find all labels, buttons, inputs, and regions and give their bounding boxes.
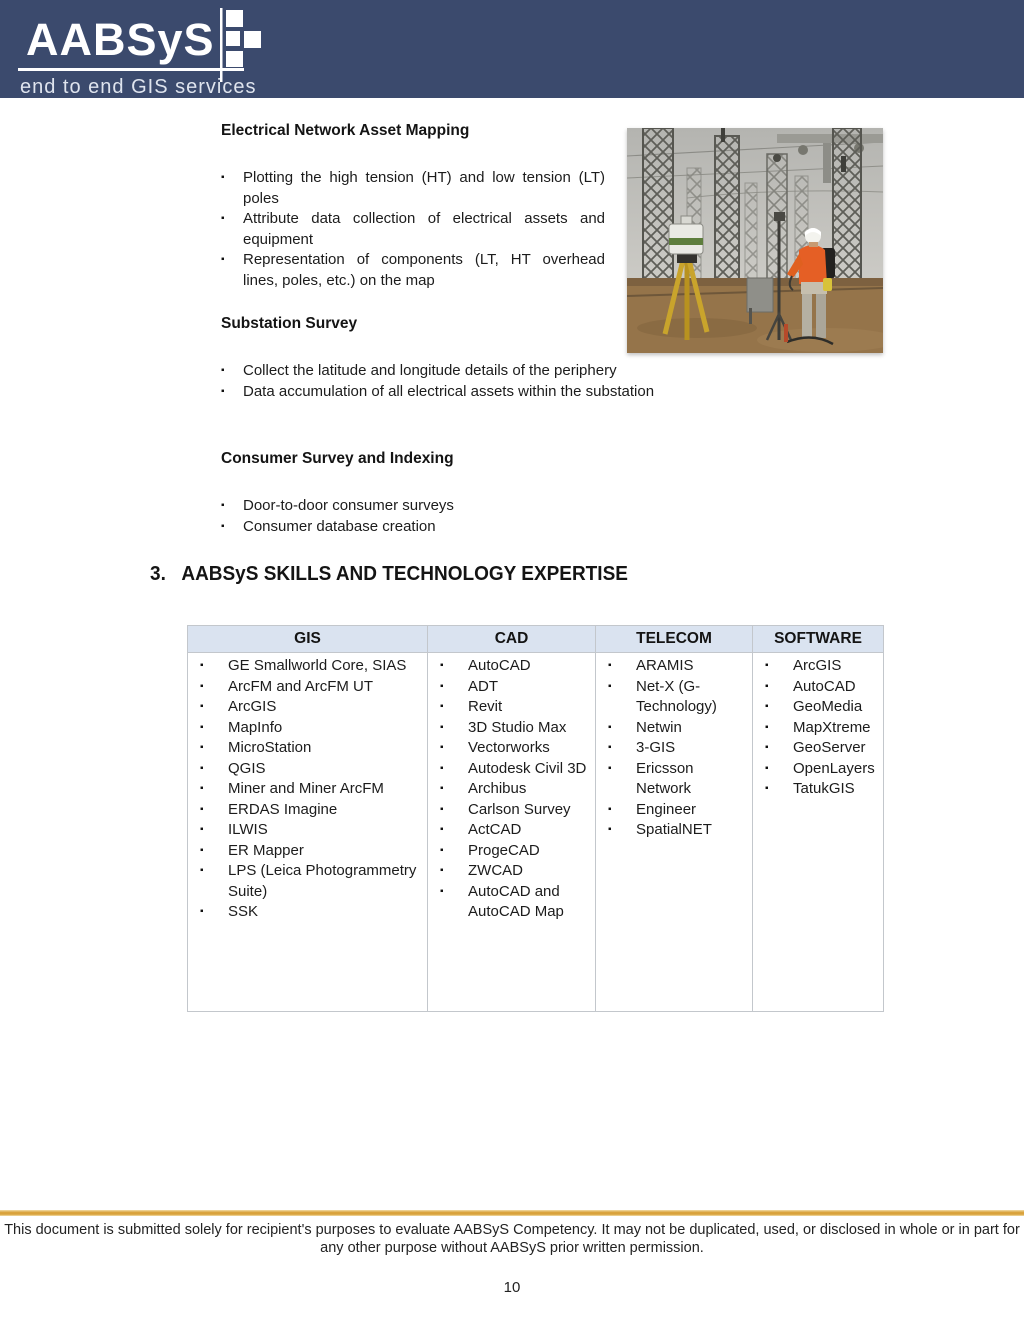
table-list-item bbox=[440, 861, 589, 882]
list-item bbox=[221, 250, 605, 291]
software-item-list bbox=[765, 656, 877, 800]
cad-item-list bbox=[440, 656, 589, 923]
bullet-square-icon: ▪ bbox=[221, 520, 225, 532]
footer-gold-rule bbox=[0, 1210, 1024, 1216]
table-item-text: Miner and Miner ArcFM bbox=[228, 780, 384, 797]
bullet-square-icon: ▪ bbox=[608, 742, 612, 753]
list-item bbox=[221, 517, 691, 538]
list-item-text: Plotting the high tension (HT) and low tension (LT) poles bbox=[243, 169, 605, 207]
bullet-square-icon: ▪ bbox=[440, 742, 444, 753]
table-list-item bbox=[200, 677, 421, 698]
bullet-square-icon: ▪ bbox=[608, 824, 612, 835]
list-item-text: Data accumulation of all electrical assets within the substation bbox=[243, 382, 655, 400]
heading-electrical-network-asset-mapping: Electrical Network Asset Mapping bbox=[221, 122, 470, 139]
table-list-item bbox=[608, 718, 746, 739]
column-header-cad: CAD bbox=[428, 626, 596, 653]
column-header-telecom: TELECOM bbox=[596, 626, 753, 653]
bullet-square-icon: ▪ bbox=[440, 783, 444, 794]
table-item-text: Engineer bbox=[636, 800, 697, 818]
table-item-text: Netwin bbox=[636, 718, 682, 736]
bullet-square-icon: ▪ bbox=[200, 701, 204, 712]
table-item-text: ProgeCAD bbox=[468, 841, 540, 859]
table-item-text: Revit bbox=[468, 698, 503, 715]
aabsys-logo bbox=[18, 6, 258, 98]
bullet-square-icon: ▪ bbox=[440, 824, 444, 835]
table-header-row bbox=[188, 626, 884, 653]
bullet-square-icon: ▪ bbox=[440, 844, 444, 856]
table-item-text: ArcFM and ArcFM UT bbox=[228, 677, 374, 695]
table-item-text: Vectorworks bbox=[468, 739, 550, 756]
bullet-square-icon: ▪ bbox=[200, 660, 204, 671]
table-item-text: AutoCAD bbox=[793, 677, 856, 695]
table-list-item bbox=[440, 738, 589, 759]
table-list-item bbox=[440, 656, 589, 677]
bullet-square-icon: ▪ bbox=[440, 865, 444, 876]
column-header-software: SOFTWARE bbox=[753, 626, 884, 653]
heading-substation-survey: Substation Survey bbox=[221, 315, 358, 332]
table-item-text: ILWIS bbox=[228, 821, 268, 838]
table-item-text: 3-GIS bbox=[636, 739, 676, 756]
table-item-text: ZWCAD bbox=[468, 862, 523, 879]
table-item-text: SSK bbox=[228, 903, 259, 920]
substation-survey-bullet-list bbox=[221, 361, 691, 402]
cad-cell bbox=[428, 653, 596, 1012]
bullet-square-icon: ▪ bbox=[221, 254, 225, 265]
bullet-square-icon: ▪ bbox=[765, 721, 769, 733]
table-list-item bbox=[440, 718, 589, 739]
section-title: AABSyS SKILLS AND TECHNOLOGY EXPERTISE bbox=[181, 563, 628, 585]
table-item-text: ADT bbox=[468, 677, 498, 695]
list-item-text: Door-to-door consumer surveys bbox=[243, 497, 454, 514]
list-item-text: Attribute data collection of electrical assets and equipment bbox=[243, 210, 605, 248]
bullet-square-icon: ▪ bbox=[440, 885, 444, 897]
table-list-item bbox=[440, 779, 589, 800]
bullet-square-icon: ▪ bbox=[440, 762, 444, 774]
page-number: 10 bbox=[503, 1279, 521, 1296]
bullet-square-icon: ▪ bbox=[200, 680, 204, 692]
table-list-item bbox=[608, 759, 746, 800]
skills-technology-table bbox=[187, 625, 884, 1012]
telecom-item-list bbox=[608, 656, 746, 841]
table-item-text: ArcGIS bbox=[228, 698, 277, 715]
table-list-item bbox=[608, 800, 746, 821]
table-list-item bbox=[200, 718, 421, 739]
bullet-square-icon: ▪ bbox=[608, 762, 612, 774]
table-item-text: ERDAS Imagine bbox=[228, 800, 338, 818]
table-list-item bbox=[608, 820, 746, 841]
column-header-gis: GIS bbox=[188, 626, 428, 653]
bullet-square-icon: ▪ bbox=[608, 803, 612, 815]
table-list-item bbox=[200, 656, 421, 677]
table-item-text: MicroStation bbox=[228, 739, 312, 756]
disclaimer-line-1: This document is submitted solely for recipient's purposes to evaluate AABSyS Competency. It may not be duplicated, used, or disclosed in whole or in part for bbox=[4, 1222, 1020, 1238]
table-list-item bbox=[200, 759, 421, 780]
table-item-text: Autodesk Civil 3D bbox=[468, 759, 587, 777]
table-list-item bbox=[765, 656, 877, 677]
table-list-item bbox=[200, 779, 421, 800]
table-list-item bbox=[200, 861, 421, 902]
bullet-square-icon: ▪ bbox=[200, 906, 204, 917]
table-list-item bbox=[200, 902, 421, 923]
table-list-item bbox=[200, 841, 421, 862]
bullet-square-icon: ▪ bbox=[440, 721, 444, 733]
table-item-text: ARAMIS bbox=[636, 657, 694, 674]
table-list-item bbox=[440, 697, 589, 718]
table-item-text: TatukGIS bbox=[793, 780, 855, 797]
bullet-square-icon: ▪ bbox=[200, 762, 204, 774]
table-item-text: AutoCAD and AutoCAD Map bbox=[468, 882, 564, 920]
table-item-text: Ericsson Network bbox=[636, 759, 694, 797]
bullet-square-icon: ▪ bbox=[221, 500, 225, 511]
bullet-square-icon: ▪ bbox=[200, 721, 204, 733]
header-band bbox=[0, 0, 1024, 98]
table-item-text: OpenLayers bbox=[793, 759, 875, 777]
bullet-square-icon: ▪ bbox=[608, 660, 612, 671]
bullet-square-icon: ▪ bbox=[608, 721, 612, 733]
telecom-cell bbox=[596, 653, 753, 1012]
table-item-text: Archibus bbox=[468, 780, 527, 797]
table-item-text: ActCAD bbox=[468, 821, 522, 838]
table-item-text: GE Smallworld Core, SIAS bbox=[228, 657, 407, 674]
bullet-square-icon: ▪ bbox=[765, 701, 769, 712]
bullet-square-icon: ▪ bbox=[221, 172, 225, 183]
table-list-item bbox=[440, 759, 589, 780]
table-item-text: GeoMedia bbox=[793, 698, 863, 715]
list-item-text: Consumer database creation bbox=[243, 517, 436, 535]
table-item-text: SpatialNET bbox=[636, 821, 712, 838]
list-item bbox=[221, 361, 691, 382]
bullet-square-icon: ▪ bbox=[440, 660, 444, 671]
list-item bbox=[221, 168, 605, 209]
table-list-item bbox=[440, 820, 589, 841]
bullet-square-icon: ▪ bbox=[200, 824, 204, 835]
disclaimer-line-2: any other purpose without AABSyS prior written permission. bbox=[320, 1239, 704, 1256]
list-item bbox=[221, 496, 691, 517]
logo-wordmark: AABSyS bbox=[26, 14, 215, 65]
bullet-square-icon: ▪ bbox=[608, 680, 612, 692]
bullet-square-icon: ▪ bbox=[440, 803, 444, 815]
bullet-square-icon: ▪ bbox=[200, 742, 204, 753]
consumer-survey-bullet-list bbox=[221, 496, 691, 537]
table-item-text: ArcGIS bbox=[793, 657, 842, 674]
table-item-text: MapXtreme bbox=[793, 718, 871, 736]
table-list-item bbox=[608, 677, 746, 718]
table-item-text: 3D Studio Max bbox=[468, 718, 567, 736]
table-list-item bbox=[200, 697, 421, 718]
bullet-square-icon: ▪ bbox=[200, 783, 204, 794]
list-item bbox=[221, 382, 691, 403]
table-list-item bbox=[200, 820, 421, 841]
section-number: 3. bbox=[150, 563, 166, 585]
table-list-item bbox=[200, 738, 421, 759]
table-list-item bbox=[440, 882, 589, 923]
list-item-text: Collect the latitude and longitude details of the periphery bbox=[243, 362, 617, 379]
footer-disclaimer bbox=[0, 1222, 1024, 1257]
list-item bbox=[221, 209, 605, 250]
table-item-text: Carlson Survey bbox=[468, 800, 571, 818]
logo-underline bbox=[18, 68, 244, 71]
table-list-item bbox=[765, 779, 877, 800]
bullet-square-icon: ▪ bbox=[221, 385, 225, 397]
bullet-square-icon: ▪ bbox=[440, 701, 444, 712]
logo-tagline: end to end GIS services bbox=[20, 76, 257, 98]
table-list-item bbox=[440, 841, 589, 862]
table-list-item bbox=[440, 677, 589, 698]
table-item-text: GeoServer bbox=[793, 739, 866, 756]
bullet-square-icon: ▪ bbox=[765, 680, 769, 692]
table-list-item bbox=[608, 656, 746, 677]
table-list-item bbox=[765, 677, 877, 698]
logo-plus-icon bbox=[202, 6, 264, 87]
gis-cell bbox=[188, 653, 428, 1012]
software-cell bbox=[753, 653, 884, 1012]
bullet-square-icon: ▪ bbox=[765, 783, 769, 794]
table-list-item bbox=[765, 759, 877, 780]
table-item-text: Net-X (G-Technology) bbox=[636, 677, 717, 715]
bullet-square-icon: ▪ bbox=[221, 365, 225, 376]
table-list-item bbox=[765, 718, 877, 739]
table-list-item bbox=[440, 800, 589, 821]
table-list-item bbox=[200, 800, 421, 821]
bullet-square-icon: ▪ bbox=[221, 213, 225, 224]
bullet-square-icon: ▪ bbox=[765, 762, 769, 774]
bullet-square-icon: ▪ bbox=[200, 844, 204, 856]
heading-consumer-survey-indexing: Consumer Survey and Indexing bbox=[221, 450, 454, 467]
bullet-square-icon: ▪ bbox=[440, 680, 444, 692]
table-list-item bbox=[765, 738, 877, 759]
table-item-text: ER Mapper bbox=[228, 841, 304, 859]
bullet-square-icon: ▪ bbox=[200, 803, 204, 815]
table-item-text: QGIS bbox=[228, 759, 266, 777]
electrical-mapping-bullet-list bbox=[221, 168, 605, 291]
section-3-heading bbox=[150, 561, 628, 587]
gis-item-list bbox=[200, 656, 421, 923]
table-body-row bbox=[188, 653, 884, 1012]
table-list-item bbox=[608, 738, 746, 759]
table-item-text: LPS (Leica Photogrammetry Suite) bbox=[228, 862, 417, 900]
substation-survey-photo bbox=[627, 128, 883, 353]
bullet-square-icon: ▪ bbox=[200, 865, 204, 876]
bullet-square-icon: ▪ bbox=[765, 660, 769, 671]
table-list-item bbox=[765, 697, 877, 718]
table-item-text: MapInfo bbox=[228, 718, 283, 736]
list-item-text: Representation of components (LT, HT overhead lines, poles, etc.) on the map bbox=[243, 251, 605, 289]
bullet-square-icon: ▪ bbox=[765, 742, 769, 753]
table-item-text: AutoCAD bbox=[468, 657, 531, 674]
